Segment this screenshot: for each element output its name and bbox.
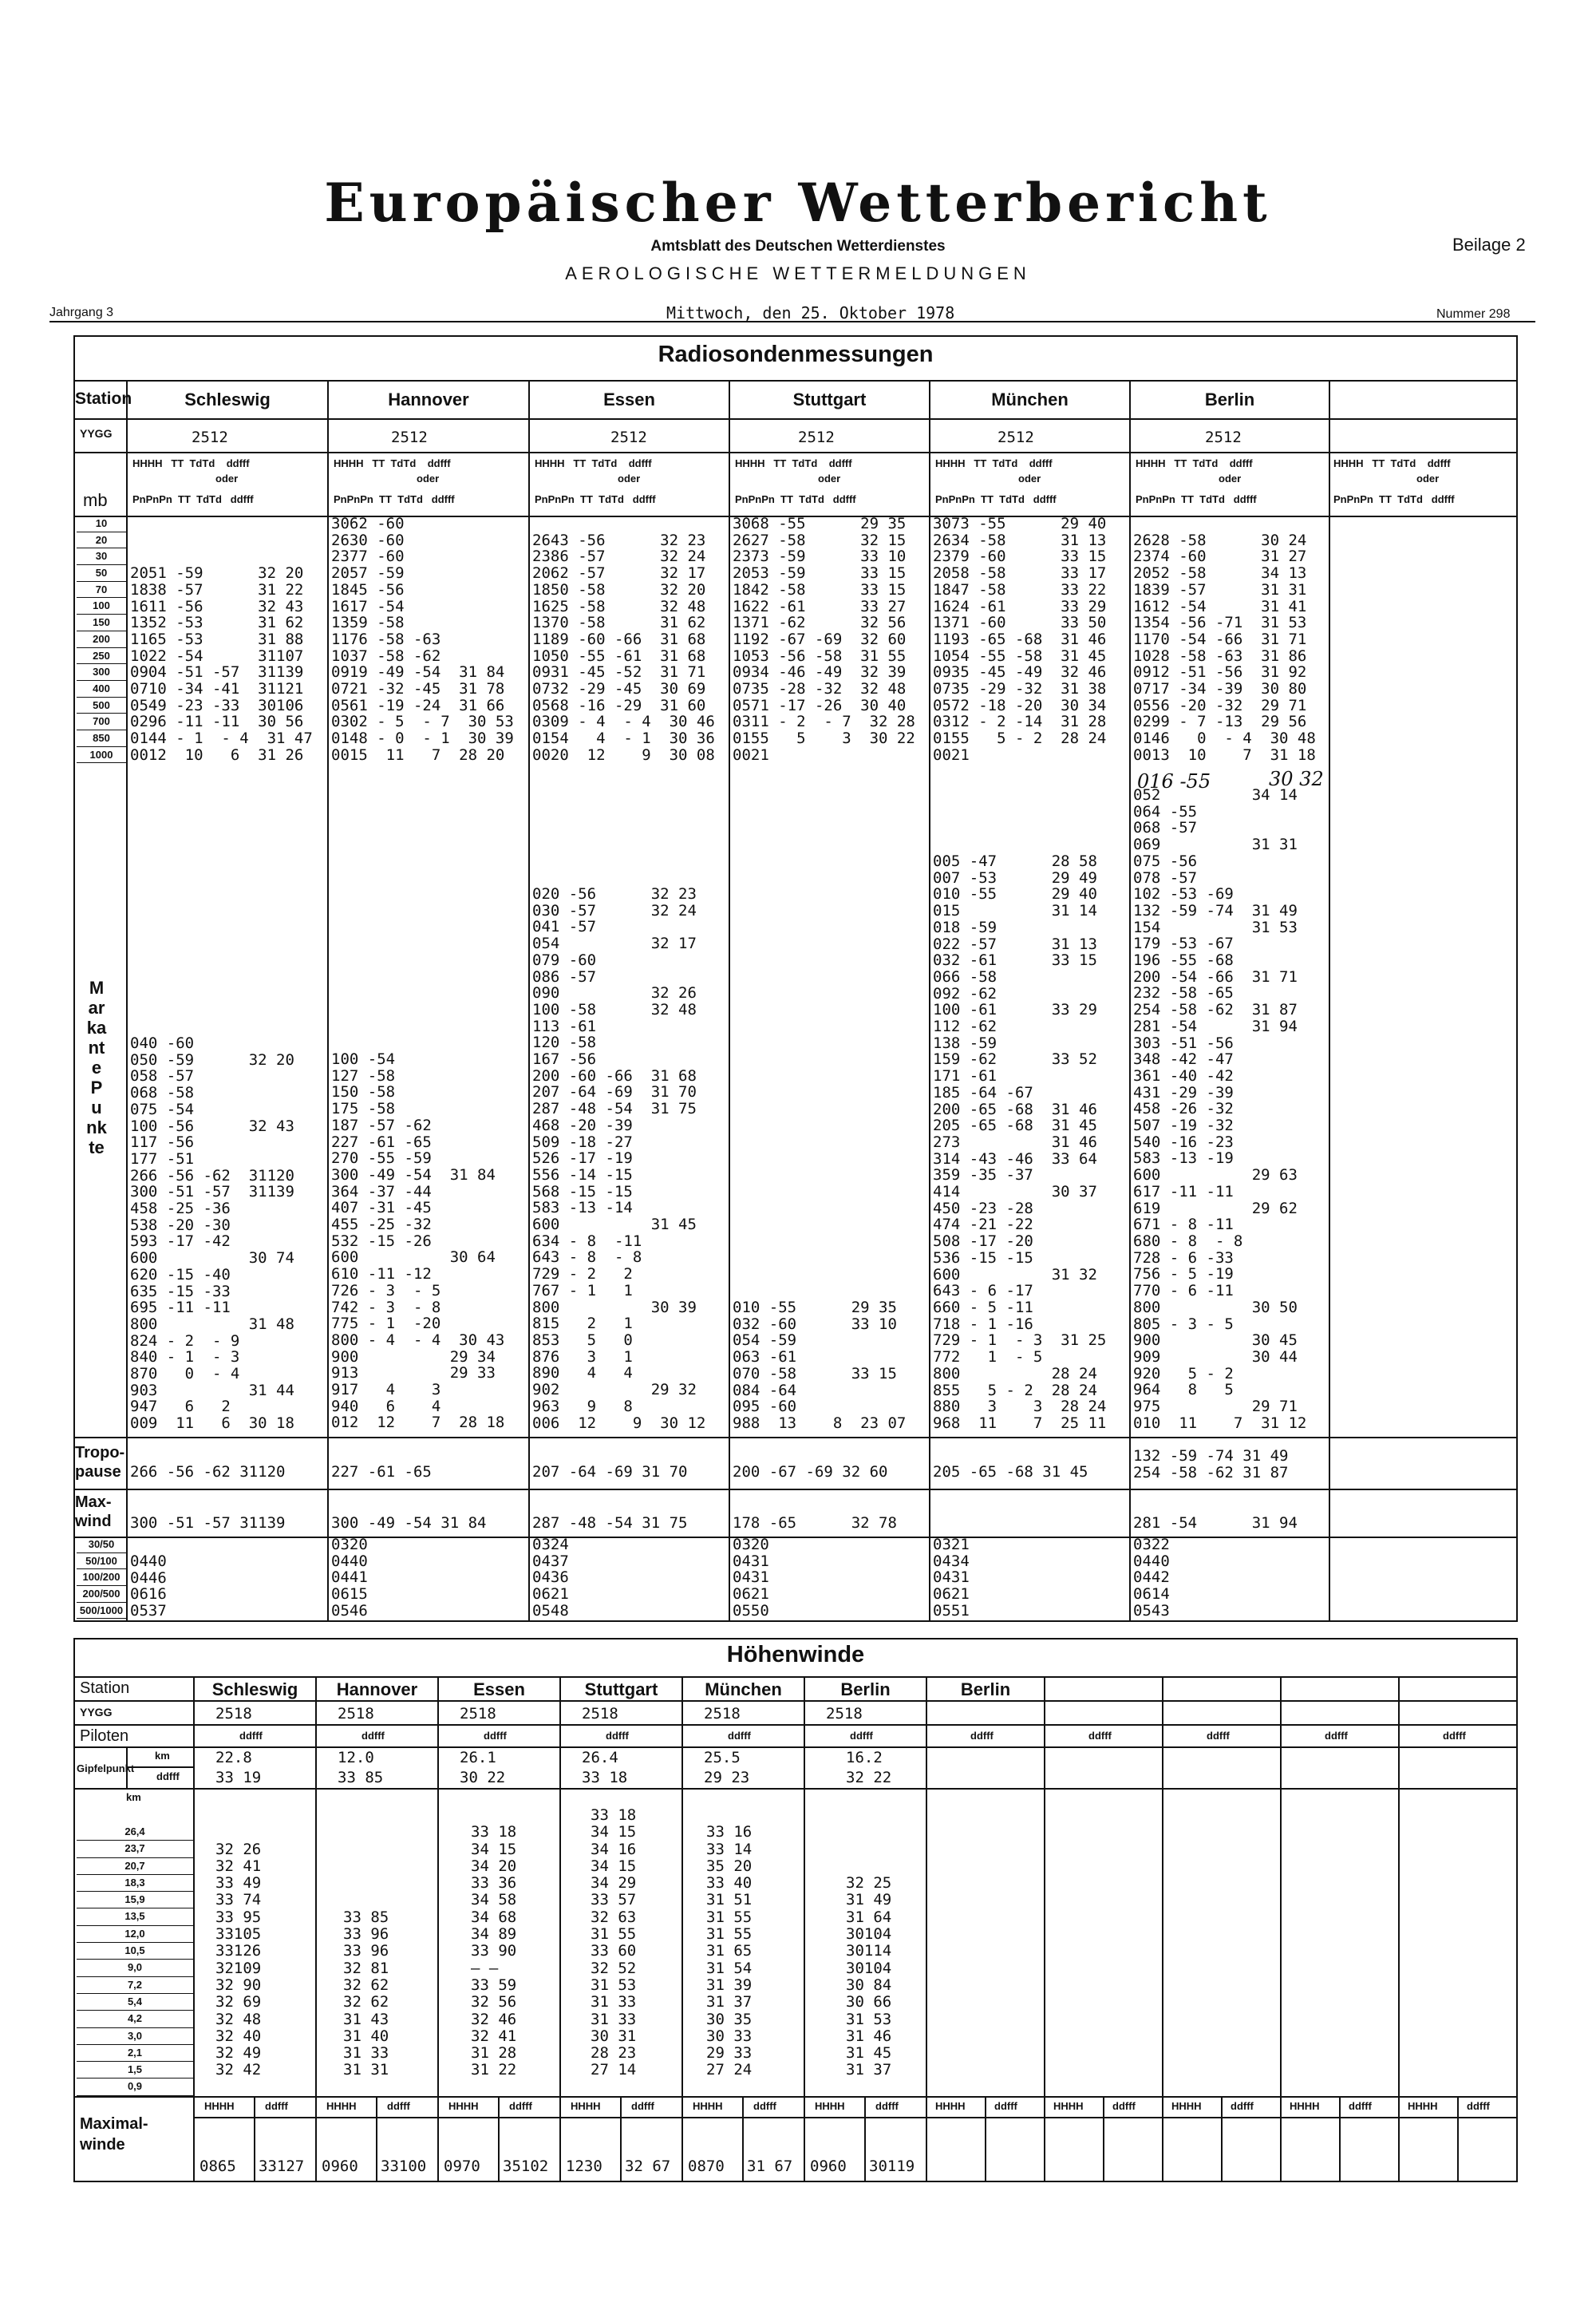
radiosonde-title: Radiosondenmessungen [658,342,934,367]
max-hhhh: 0870 [688,2158,725,2175]
level-label: 300 [77,664,126,681]
gipfel-km: 25.5 [704,1749,741,1766]
std-schleswig: 2051 -59 32 20 1838 -57 31 22 1611 -56 32 43 1352 -53 31 62 1165 -53 31 88 1022 -54 31107 0904 -51 -57 31139 0710 -34 -41 31121 0549 -23 -33 30106 0296 -11 -11 30 56 0144 - 1 - 4 31 47 0012 10 6 31 26 [130,564,313,764]
gipfel-ddfff: 33 19 [215,1769,262,1786]
maxwind-essen: 287 -48 -54 31 75 [532,1514,688,1532]
hw-col-schleswig: 32 26 32 41 33 49 33 74 33 95 33105 33126 32109 32 90 32 69 32 48 32 40 32 49 32 42 [215,1840,262,2079]
level-label: 250 [77,648,126,665]
hw-station: München [705,1679,782,1699]
maxwind-label: Max- wind [75,1493,112,1530]
std-essen: 2643 -56 32 23 2386 -57 32 24 2062 -57 32 17 1850 -58 32 20 1625 -58 32 48 1370 -58 31 62 1189 -60 -66 31 68 1050 -55 -61 31 68 0931 -45 -52 31 71 0732 -29 -45 30 69 0568 -16 -29 31 60 0309 - 4 - 4 30 46 0154 4 - 1 30 36 0020 12 9 30 08 [532,531,715,764]
issue-date: Mittwoch, den 25. Oktober 1978 [666,303,955,322]
shear-labels: 30/50 50/100 100/200 200/500 500/1000 [77,1537,126,1619]
hw-col-essen: 33 18 34 15 34 20 33 36 34 58 34 68 34 89 33 90 — — 33 59 32 56 32 46 32 41 31 28 31 22 [471,1823,517,2079]
hw-gipfel-label: Gipfelpunkt [77,1762,135,1774]
sig-hannover: 100 -54 127 -58 150 -58 175 -58 187 -57 -62 227 -61 -65 270 -55 -59 300 -49 -54 31 84 364 -37 -44 407 -31 -45 455 -25 -32 532 -15 -26 600 30 64 610 -11 -12 726 - 3 - 5 742 - 3 - 8 775 - 1 -20 800 - 4 - 4 30 43 900 29 34 913 29 33 917 4 3 940 6 4 012 12 7 28 18 [331,1050,505,1432]
issue-number: Nummer 298 [1436,307,1511,321]
std-stuttgart: 3068 -55 29 35 2627 -58 32 15 2373 -59 33 10 2053 -59 33 15 1842 -58 33 15 1622 -61 33 27 1371 -62 32 56 1192 -67 -69 32 60 1053 -56 -58 31 55 0934 -46 -49 32 39 0735 -28 -32 32 48 0571 -17 -26 30 40 0311 - 2 - 7 32 28 0155 5 3 30 22 0021 [733,515,915,764]
max-hhhh: 0865 [200,2158,236,2175]
max-hhhh: 0960 [810,2158,847,2175]
std-muenchen: 3073 -55 29 40 2634 -58 31 13 2379 -60 33 15 2058 -58 33 17 1847 -58 33 22 1624 -61 33 29 1371 -60 33 50 1193 -65 -68 31 46 1054 -55 -58 31 45 0935 -45 -49 32 46 0735 -29 -32 31 38 0572 -18 -20 30 34 0312 - 2 -14 31 28 0155 5 - 2 28 24 0021 [933,515,1107,764]
mb-label: mb [83,490,108,510]
level-label: 500 [77,698,126,714]
shear-schleswig: 0440 0446 0616 0537 [130,1552,167,1620]
std-berlin: 2628 -58 30 24 2374 -60 31 27 2052 -58 34 13 1839 -57 31 31 1612 -54 31 41 1354 -56 -71 31 53 1170 -54 -66 31 71 1028 -58 -63 31 86 0912 -51 -56 31 92 0717 -34 -39 30 80 0556 -20 -32 29 71 0299 - 7 -13 29 56 0146 0 - 4 30 48 0013 10 7 31 18 [1133,531,1316,764]
col-header: HHHH TT TdTd ddfff [935,457,1053,469]
maxwind-schleswig: 300 -51 -57 31139 [130,1514,286,1532]
level-label: 150 [77,615,126,631]
sig-stuttgart: 010 -55 29 35 032 -60 33 10 054 -59 063 -61 070 -58 33 15 084 -64 095 -60 988 13 8 23 07 [733,1299,907,1432]
markante-punkte-label: Markante Punkte [86,978,107,1157]
level-label: 10 [77,516,126,532]
yygg-hannover: 2512 [391,429,428,446]
gipfel-km: 12.0 [338,1749,374,1766]
hw-yygg-label: YYGG [80,1706,113,1719]
station-label: Station [75,390,132,408]
shear-muenchen: 0321 0434 0431 0621 0551 [933,1536,970,1620]
hw-station: Hannover [336,1679,418,1699]
maxwind-berlin: 281 -54 31 94 [1133,1514,1298,1532]
tropopause-label: Tropo- pause [75,1444,125,1481]
max-hhhh: 1230 [566,2158,602,2175]
sig-schleswig: 040 -60 050 -59 32 20 058 -57 068 -58 075 -54 100 -56 32 43 117 -56 177 -51 266 -56 -62 31120 300 -51 -57 31139 458 -25 -36 538 -20 -30 593 -17 -42 600 30 74 620 -15 -40 635 -15 -33 695 -11 -11 800 31 48 824 - 2 - 9 840 - 1 - 3 870 0 - 4 903 31 44 947 6 2 009 11 6 30 18 [130,1034,294,1433]
max-hhhh: 0960 [322,2158,358,2175]
max-ddfff: 32 67 [625,2158,671,2175]
level-label: 30 [77,548,126,565]
level-label: 1000 [77,747,126,764]
hoehenwinde-title: Höhenwinde [726,1642,865,1667]
hw-col-hannover: 33 85 33 96 33 96 32 81 32 62 32 62 31 43 31 40 31 33 31 31 [343,1908,389,2079]
yygg-essen: 2512 [610,429,647,446]
col-header: HHHH TT TdTd ddfff [1136,457,1253,469]
shear-essen: 0324 0437 0436 0621 0548 [532,1536,569,1620]
station-muenchen: München [991,390,1069,409]
hw-station: Schleswig [211,1679,298,1699]
hw-station: Berlin [960,1679,1011,1699]
std-hannover: 3062 -60 2630 -60 2377 -60 2057 -59 1845 -56 1617 -54 1359 -58 1176 -58 -63 1037 -58 -62 0919 -49 -54 31 84 0721 -32 -45 31 78 0561 -19 -24 31 66 0302 - 5 - 7 30 53 0148 - 0 - 1 30 39 0015 11 7 28 20 [331,515,514,764]
level-label: 70 [77,582,126,599]
station-berlin: Berlin [1204,390,1255,409]
station-essen: Essen [603,390,655,409]
col-header: HHHH TT TdTd ddfff [334,457,451,469]
hw-col-muenchen: 33 16 33 14 35 20 33 40 31 51 31 55 31 55 31 65 31 54 31 39 31 37 30 35 30 33 29 33 27 24 [706,1823,753,2079]
gipfel-ddfff: 29 23 [704,1769,750,1786]
col-header: HHHH TT TdTd ddfff [735,457,852,469]
station-schleswig: Schleswig [184,390,271,409]
sig-essen: 020 -56 32 23 030 -57 32 24 041 -57 054 32 17 079 -60 086 -57 090 32 26 100 -58 32 48 113 -61 120 -58 167 -56 200 -60 -66 31 68 207 -64 -69 31 70 287 -48 -54 31 75 468 -20 -39 509 -18 -27 526 -17 -19 556 -14 -15 568 -15 -15 583 -13 -14 600 31 45 634 - 8 -11 643 - 8 - 8 729 - 2 2 767 - 1 1 800 30 39 815 2 1 853 5 0 876 3 1 890 4 4 902 29 32 963 9 8 006 12 9 30 12 [532,885,706,1432]
sig-berlin: 052 34 14 064 -55 068 -57 069 31 31 075 -56 078 -57 102 -53 -69 132 -59 -74 31 49 154 31 53 179 -53 -67 196 -55 -68 200 -54 -66 31 71 232 -58 -65 254 -58 -62 31 87 281 -54 31 94 303 -51 -56 348 -42 -47 361 -40 -42 431 -29 -39 458 -26 -32 507 -19 -32 540 -16 -23 583 -13 -19 600 29 63 617 -11 -11 619 29 62 671 - 8 -11 680 - 8 - 8 728 - 6 -33 756 - 5 -19 770 - 6 -11 800 30 50 805 - 3 - 5 900 30 45 909 30 44 920 5 - 2 964 8 5 975 29 71 010 11 7 31 12 [1133,786,1307,1432]
yygg-muenchen: 2512 [998,429,1034,446]
header-rule [49,321,1535,322]
maxwind-stuttgart: 178 -65 32 78 [733,1514,897,1532]
col-header: HHHH TT TdTd ddfff [535,457,652,469]
shear-berlin: 0322 0440 0442 0614 0543 [1133,1536,1170,1620]
yygg-berlin: 2512 [1205,429,1242,446]
section-heading: AEROLOGISCHE WETTERMELDUNGEN [565,263,1031,283]
max-hhhh: 0970 [444,2158,480,2175]
hw-station: Stuttgart [584,1679,658,1699]
max-ddfff: 30119 [869,2158,915,2175]
level-label: 20 [77,532,126,549]
gipfel-km: 26.1 [460,1749,496,1766]
tropo-schleswig: 266 -56 -62 31120 [130,1463,286,1481]
level-label: 50 [77,565,126,582]
yygg-stuttgart: 2512 [798,429,835,446]
hw-col-stuttgart: 33 18 34 15 34 16 34 15 34 29 33 57 32 63 31 55 33 60 32 52 31 53 31 33 31 33 30 31 28 23 27 14 [591,1806,637,2079]
publisher-subtitle: Amtsblatt des Deutschen Wetterdienstes [650,238,946,255]
maximalwinde-label: Maximal- winde [80,2115,148,2154]
hw-station: Berlin [840,1679,891,1699]
level-label: 100 [77,598,126,615]
gipfel-km: 16.2 [846,1749,883,1766]
gipfel-km: 26.4 [582,1749,618,1766]
gipfel-ddfff: 32 22 [846,1769,892,1786]
yygg-label: YYGG [80,427,113,440]
tropo-berlin: 132 -59 -74 31 49 254 -58 -62 31 87 [1133,1447,1289,1481]
pressure-levels [77,516,126,763]
sig-muenchen: 005 -47 28 58 007 -53 29 49 010 -55 29 40 015 31 14 018 -59 022 -57 31 13 032 -61 33 15 066 -58 092 -62 100 -61 33 29 112 -62 138 -59 159 -62 33 52 171 -61 185 -64 -67 200 -65 -68 31 46 205 -65 -68 31 45 273 31 46 314 -43 -46 33 64 359 -35 -37 414 30 37 450 -23 -28 474 -21 -22 508 -17 -20 536 -15 -15 600 31 32 643 - 6 -17 660 - 5 -11 718 - 1 -16 729 - 1 - 3 31 25 772 1 - 5 800 28 24 855 5 - 2 28 24 880 3 3 28 24 968 11 7 25 11 [933,852,1107,1432]
max-ddfff: 33127 [259,2158,305,2175]
max-ddfff: 31 67 [747,2158,793,2175]
gipfel-ddfff: 33 18 [582,1769,628,1786]
level-label: 400 [77,681,126,698]
col-header: HHHH TT TdTd ddfff [132,457,250,469]
yygg-schleswig: 2512 [192,429,228,446]
hw-station-label: Station [80,1679,130,1697]
height-levels: 26,4 23,7 20,7 18,3 15,9 13,5 12,0 10,5 9,0 7,2 5,4 4,2 3,0 2,1 1,5 0,9 [77,1824,193,2096]
handwritten-note: 016 -55 [1137,770,1211,793]
tropo-stuttgart: 200 -67 -69 32 60 [733,1463,888,1481]
station-hannover: Hannover [388,390,469,409]
level-label: 700 [77,714,126,730]
volume-label: Jahrgang 3 [49,306,114,319]
gipfel-ddfff: 30 22 [460,1769,506,1786]
tropo-muenchen: 205 -65 -68 31 45 [933,1463,1088,1481]
station-stuttgart: Stuttgart [792,390,867,409]
col-header: HHHH TT TdTd ddfff [1333,457,1451,469]
handwritten-note: 30 32 [1269,768,1324,790]
page-title: Europäischer Wetterbericht [324,172,1272,234]
tropo-essen: 207 -64 -69 31 70 [532,1463,688,1481]
gipfel-ddfff: 33 85 [338,1769,384,1786]
tropo-hannover: 227 -61 -65 [331,1463,432,1481]
level-label: 200 [77,631,126,648]
hw-station: Essen [473,1679,525,1699]
shear-stuttgart: 0320 0431 0431 0621 0550 [733,1536,769,1620]
max-ddfff: 33100 [381,2158,427,2175]
level-label: 850 [77,730,126,747]
supplement-label: Beilage 2 [1452,235,1526,255]
max-ddfff: 35102 [503,2158,549,2175]
shear-hannover: 0320 0440 0441 0615 0546 [331,1536,368,1620]
hw-piloten-label: Piloten [80,1727,129,1745]
hw-col-berlin: 32 25 31 49 31 64 30104 30114 30104 30 84 30 66 31 53 31 46 31 45 31 37 [846,1874,892,2079]
gipfel-km: 22.8 [215,1749,252,1766]
maxwind-hannover: 300 -49 -54 31 84 [331,1514,487,1532]
